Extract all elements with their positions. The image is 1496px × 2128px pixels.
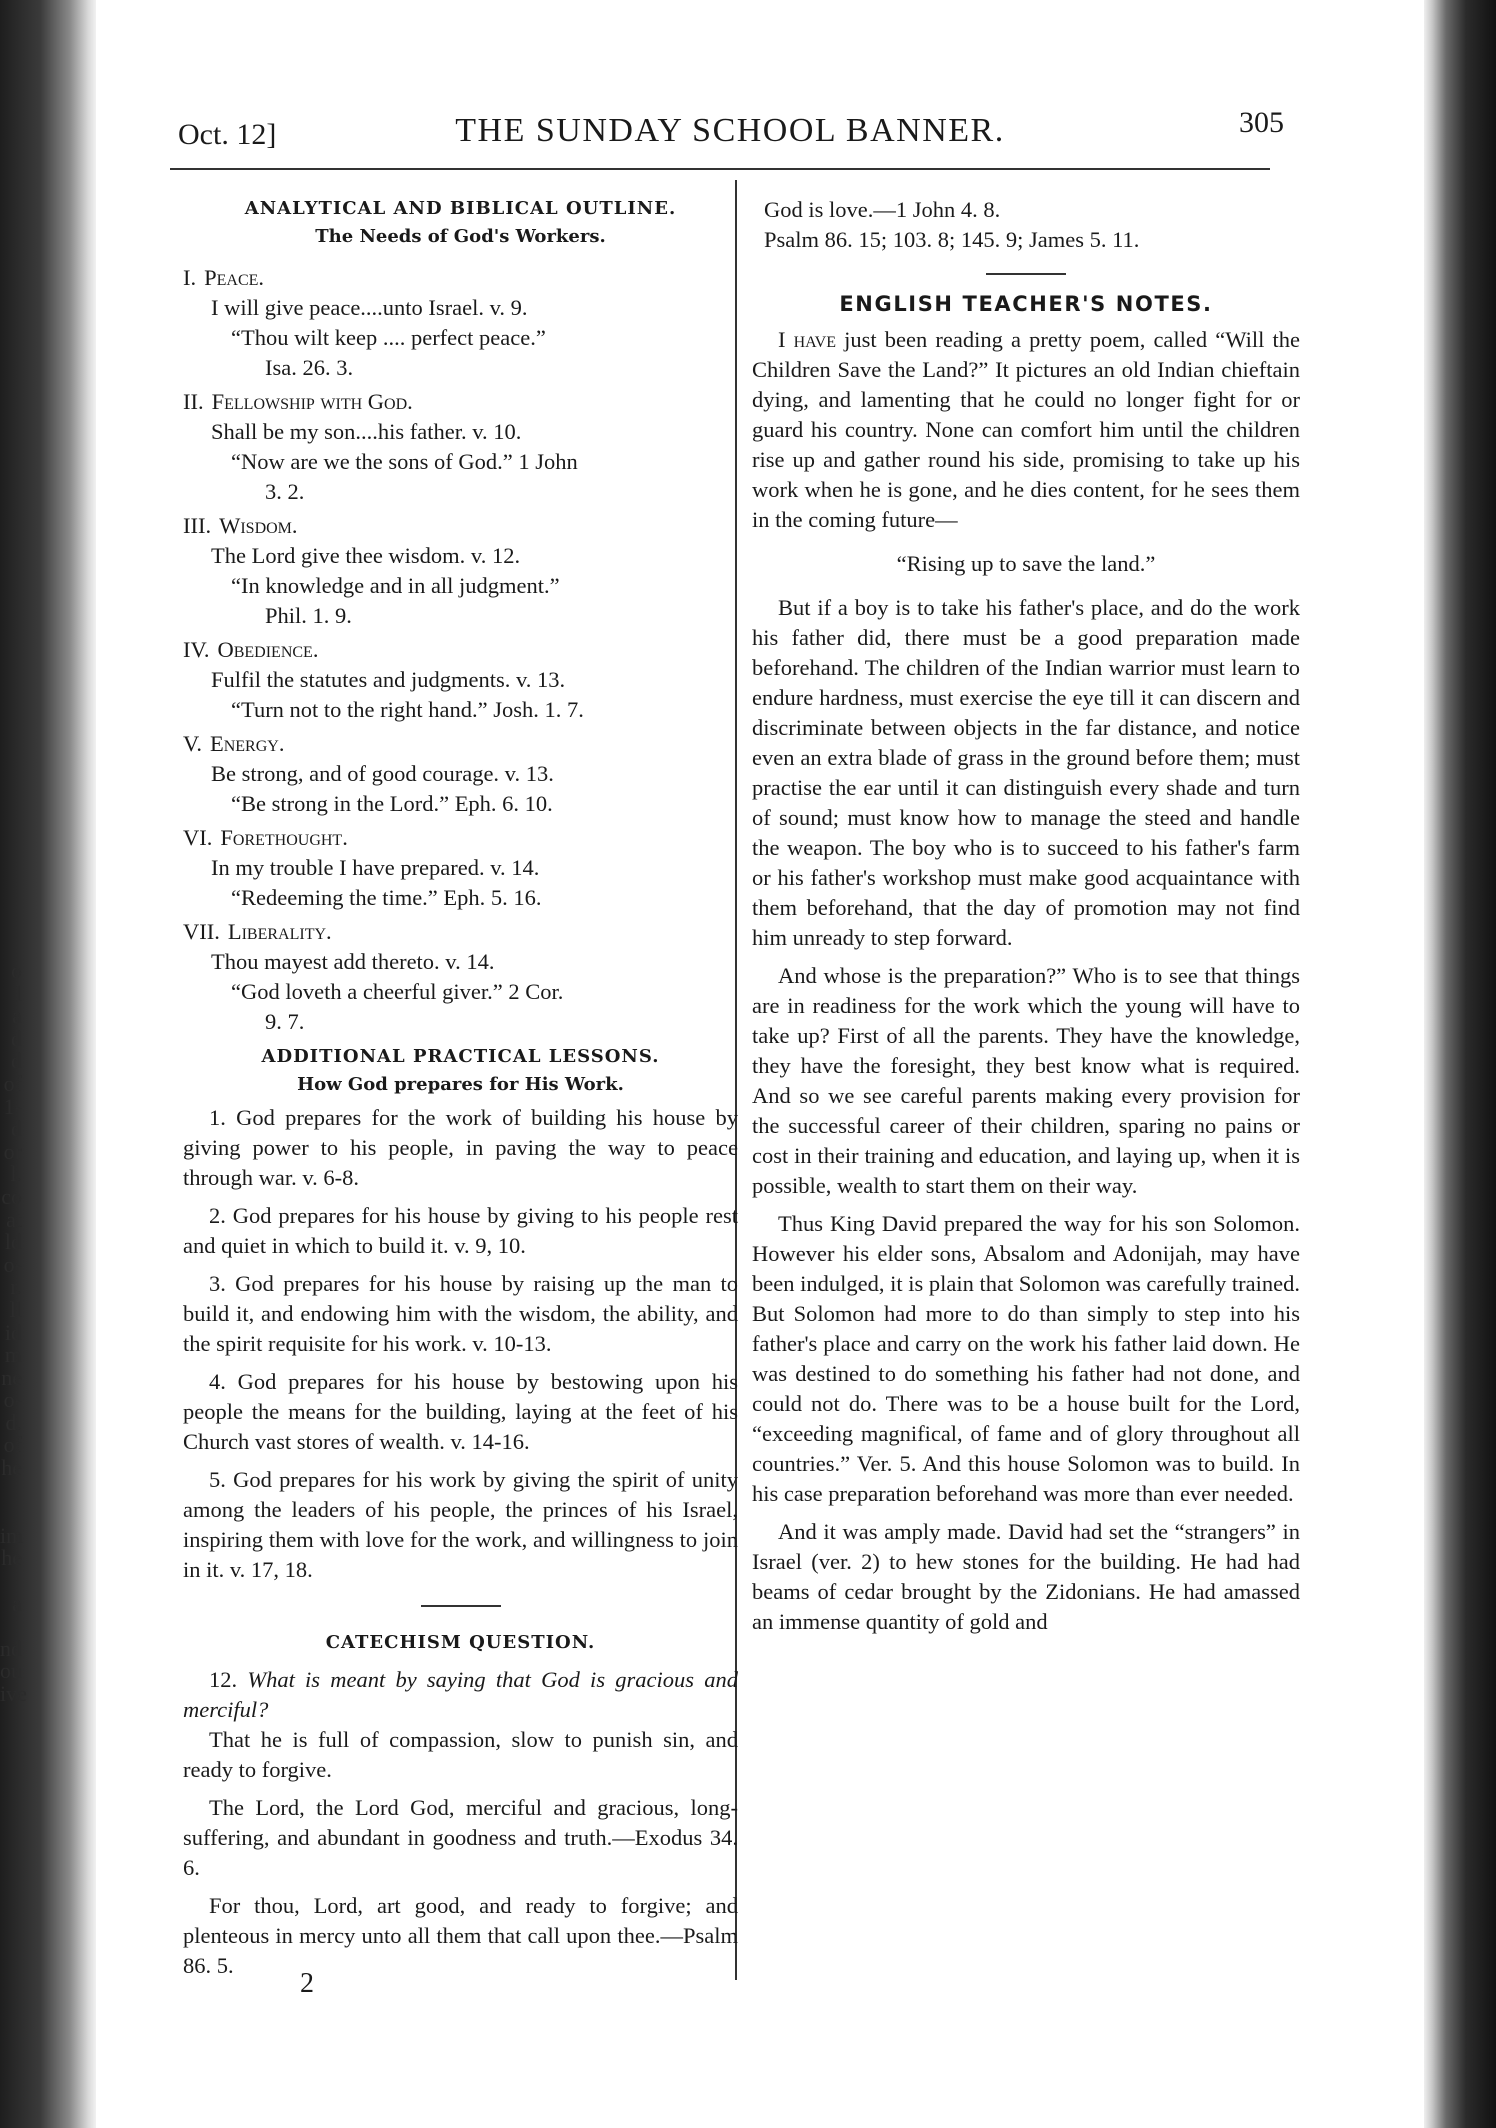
previous-page-fragment: ou (0, 1658, 22, 1684)
previous-page-fragment: he (1, 1545, 22, 1571)
outline-item-quote: “Redeeming the time.” Eph. 5. 16. (231, 885, 542, 910)
scripture-references (752, 195, 1300, 255)
header-date: Oct. 12] (178, 118, 277, 151)
outline-item-title (183, 917, 738, 947)
previous-page-fragment: o- (3, 1251, 22, 1277)
header-rule (170, 168, 1270, 170)
catechism-answer: For thou, Lord, art good, and ready to forgive; and plenteous in mercy unto all them that call upon thee.—Psalm 86. 5. (183, 1893, 738, 1978)
catechism-number: 12. (209, 1667, 238, 1692)
lesson-paragraph: 5. God prepares for his work by giving the spirit of unity among the leaders of his people, the princes of his Israel, inspiring them with love for the work, and willingness to join in it. v. 17, 18. (183, 1467, 738, 1582)
previous-page-fragment: he (1, 1455, 22, 1481)
outline-item-quote: “Thou wilt keep .... perfect peace.” (231, 325, 546, 350)
outline-item-quote: “Now are we the sons of God.” 1 John (231, 449, 578, 474)
previous-page-fragment (0, 1480, 22, 1503)
left-column (183, 195, 738, 1981)
outline-item-text: Thou mayest add thereto. v. 14. (211, 949, 495, 974)
outline-heading: ANALYTICAL AND BIBLICAL OUTLINE. (244, 198, 677, 219)
previous-page-fragment: d (11, 1116, 22, 1142)
outline-item-number: IV. (183, 637, 210, 662)
previous-page-fragment: of (3, 1432, 22, 1458)
outline-item (183, 729, 738, 819)
notes-paragraph: Thus King David prepared the way for his son Solomon. However his elder sons, Absalom and Adonijah, may have been indulged, it is plain that Solomon was carefully trained. But Solomon had more to do than simply to step into his father's place and carry on the work his father laid down. He was destined to do something his father had not done, and could not do. There was to be a house built for the Lord, “exceeding magnifical, of fame and of glory throughout all countries.” Ver. 5. And this house Solomon was to build. In his case preparation beforehand was more than ever needed. (752, 1211, 1300, 1506)
notes-paragraph: And whose is the preparation?” Who is to see that things are in readiness for the work which the young will have to take up? First of all the parents. They have the knowledge, they have the foresight, they best know what is required. And so we see careful parents making every provision for the successful career of their children, sparing no pains or cost in their training and education, and laying up, when it is possible, wealth to start them on their way. (752, 963, 1300, 1198)
lessons-heading: ADDITIONAL PRACTICAL LESSONS. (261, 1046, 660, 1067)
outline-item-text: I will give peace....unto Israel. v. 9. (211, 295, 528, 320)
lessons-subheading: How God prepares for His Work. (297, 1074, 624, 1095)
previous-page-fragment: id (4, 1319, 22, 1345)
lesson-paragraph: 4. God prepares for his house by bestowing upon his people the means for the building, laying at the feet of his Church vast stores of wealth. v. 14-16. (183, 1369, 738, 1454)
previous-page-fragment: l. (10, 1161, 22, 1187)
previous-page-fragment: co (1, 1183, 22, 1209)
previous-page-fragment: d (11, 1025, 22, 1051)
previous-page-fragment: d. (5, 1409, 22, 1435)
outline-item-title (183, 635, 738, 665)
signature-mark: 2 (300, 1968, 314, 1999)
outline-item-heading: Fellowship with God. (211, 389, 413, 414)
notes-first-word: I have (778, 327, 836, 352)
header-page-number: 305 (1239, 106, 1284, 139)
previous-page-fragment: a (12, 1003, 22, 1029)
notes-paragraphs (752, 593, 1300, 1637)
outline-item-title (183, 729, 738, 759)
catechism-heading: CATECHISM QUESTION. (325, 1632, 596, 1653)
catechism-answer: The Lord, the Lord God, merciful and gracious, long-suffering, and abundant in goodness and truth.—Exodus 34. 6. (183, 1795, 738, 1880)
previous-page-fragment (0, 1570, 22, 1593)
section-rule (986, 273, 1066, 275)
lessons-list (183, 1103, 738, 1585)
section-rule (421, 1605, 501, 1607)
outline-item-number: II. (183, 389, 204, 414)
right-column (752, 195, 1300, 1637)
previous-page-fragment: of (3, 1070, 22, 1096)
outline-item (183, 823, 738, 913)
notes-paragraph (752, 325, 1300, 535)
outline-item (183, 511, 738, 631)
previous-page-fragment: l (15, 980, 22, 1006)
outline-item-title (183, 823, 738, 853)
catechism-question (183, 1665, 738, 1725)
previous-page-fragment: ld (4, 1229, 22, 1255)
outline-item-quote: “Be strong in the Lord.” Eph. 6. 10. (231, 791, 553, 816)
outline-item-text: In my trouble I have prepared. v. 14. (211, 855, 540, 880)
scripture-line: God is love.—1 John 4. 8. (764, 197, 1001, 222)
notes-paragraph-text: just been reading a pretty poem, called “Will the Children Save the Land?” It pictures an old Indian chieftain dying, and lamenting that he could no longer fight for or guard his country. None can comfort him until the children rise up and gather round his side, promising to take up his work when he is gone, and he dies content, for he sees them in the coming future— (752, 327, 1300, 532)
catechism-answers (183, 1725, 738, 1981)
previous-page-fragment: at (6, 1206, 22, 1232)
outline-item (183, 263, 738, 383)
outline-item-number: III. (183, 513, 212, 538)
previous-page-fragment: ive (0, 1681, 27, 1706)
outline-item-title (183, 387, 738, 417)
outline-item-title (183, 263, 738, 293)
previous-page-fragment: o- (3, 1387, 22, 1413)
notes-heading: ENGLISH TEACHER'S NOTES. (839, 292, 1213, 316)
previous-page-fragment: or (3, 1138, 22, 1164)
catechism-question-text: What is meant by saying that God is gracious and merciful? (183, 1667, 738, 1722)
outline-item (183, 917, 738, 1037)
outline-item (183, 635, 738, 725)
outline-item-heading: Liberality. (227, 919, 332, 944)
previous-page-fragment: nd (0, 1635, 22, 1661)
outline-item-number: VI. (183, 825, 213, 850)
outline-item-heading: Energy. (209, 731, 285, 756)
catechism-answer: That he is full of compassion, slow to punish sin, and ready to forgive. (183, 1727, 738, 1782)
outline-item-text: Fulfil the statutes and judgments. v. 13. (211, 667, 566, 692)
previous-page-fragment: a (12, 1590, 22, 1616)
outline-item-reference: Phil. 1. 9. (265, 603, 352, 628)
outline-item-reference: 3. 2. (265, 479, 305, 504)
outline-item-text: The Lord give thee wisdom. v. 12. (211, 543, 521, 568)
previous-page-fragment (0, 1502, 22, 1525)
outline-item-text: Shall be my son....his father. v. 10. (211, 419, 522, 444)
previous-page-fragment: o (11, 958, 22, 983)
previous-page-fragment: r. (10, 1274, 22, 1300)
outline-item-quote: “In knowledge and in all judgment.” (231, 573, 560, 598)
page-header (170, 96, 1290, 166)
previous-page-fragment: d (11, 1048, 22, 1074)
lesson-paragraph: 1. God prepares for the work of building his house by giving power to his people, in paving the way to peace through war. v. 6-8. (183, 1105, 738, 1190)
previous-page-fragment: m (4, 1342, 22, 1368)
outline-item-heading: Peace. (204, 265, 265, 290)
notes-paragraph: And it was amply made. David had set the “strangers” in Israel (ver. 2) to hew stones for the building. He had had beams of cedar brought by the Zidonians. He had amassed an immense quantity of gold and (752, 1519, 1300, 1634)
outline-item-text: Be strong, and of good courage. v. 13. (211, 761, 554, 786)
previous-page-fragment: 1- (3, 1093, 22, 1119)
lesson-paragraph: 3. God prepares for his house by raising up the man to build it, and endowing him with the wisdom, the ability, and the spirit requisite for his work. v. 10-13. (183, 1271, 738, 1356)
previous-page-fragment: ne (1, 1364, 22, 1390)
outline-item-reference: 9. 7. (265, 1009, 305, 1034)
outline-item-number: V. (183, 731, 202, 756)
outline-item-title (183, 511, 738, 541)
header-title: THE SUNDAY SCHOOL BANNER. (455, 112, 1005, 149)
previous-page-fragments (0, 958, 27, 1706)
outline-item-number: VII. (183, 919, 220, 944)
outline-item-heading: Obedience. (217, 637, 319, 662)
scan-right-edge (1424, 0, 1496, 2128)
outline-list (183, 263, 738, 1037)
outline-item-number: I. (183, 265, 197, 290)
outline-item-quote: “Turn not to the right hand.” Josh. 1. 7. (231, 697, 584, 722)
lesson-paragraph: 2. God prepares for his house by giving to his people rest and quiet in which to build it. v. 9, 10. (183, 1203, 738, 1258)
poem-quote: “Rising up to save the land.” (896, 551, 1156, 576)
previous-page-fragment: ll (9, 1296, 22, 1322)
outline-subheading: The Needs of God's Workers. (315, 226, 606, 247)
previous-page-fragment (0, 1615, 22, 1638)
outline-item (183, 387, 738, 507)
previous-page-fragment: im (0, 1522, 24, 1548)
outline-item-reference: Isa. 26. 3. (265, 355, 354, 380)
outline-item-heading: Forethought. (220, 825, 348, 850)
scripture-line: Psalm 86. 15; 103. 8; 145. 9; James 5. 11. (764, 227, 1140, 252)
notes-paragraph: But if a boy is to take his father's place, and do the work his father did, there must be a good preparation made beforehand. The children of the Indian warrior must learn to endure hardness, must exercise the eye till it can discern and discriminate between objects in the far distance, and notice even an extra blade of grass in the ground before them; must practise the ear until it can distinguish every shade and turn of sound; must know how to manage the steed and handle the weapon. The boy who is to succeed to his father's farm or his father's workshop must make good acquaintance with them beforehand, that the day of promotion may not find him unready to step forward. (752, 595, 1300, 950)
outline-item-quote: “God loveth a cheerful giver.” 2 Cor. (231, 979, 564, 1004)
outline-item-heading: Wisdom. (219, 513, 298, 538)
